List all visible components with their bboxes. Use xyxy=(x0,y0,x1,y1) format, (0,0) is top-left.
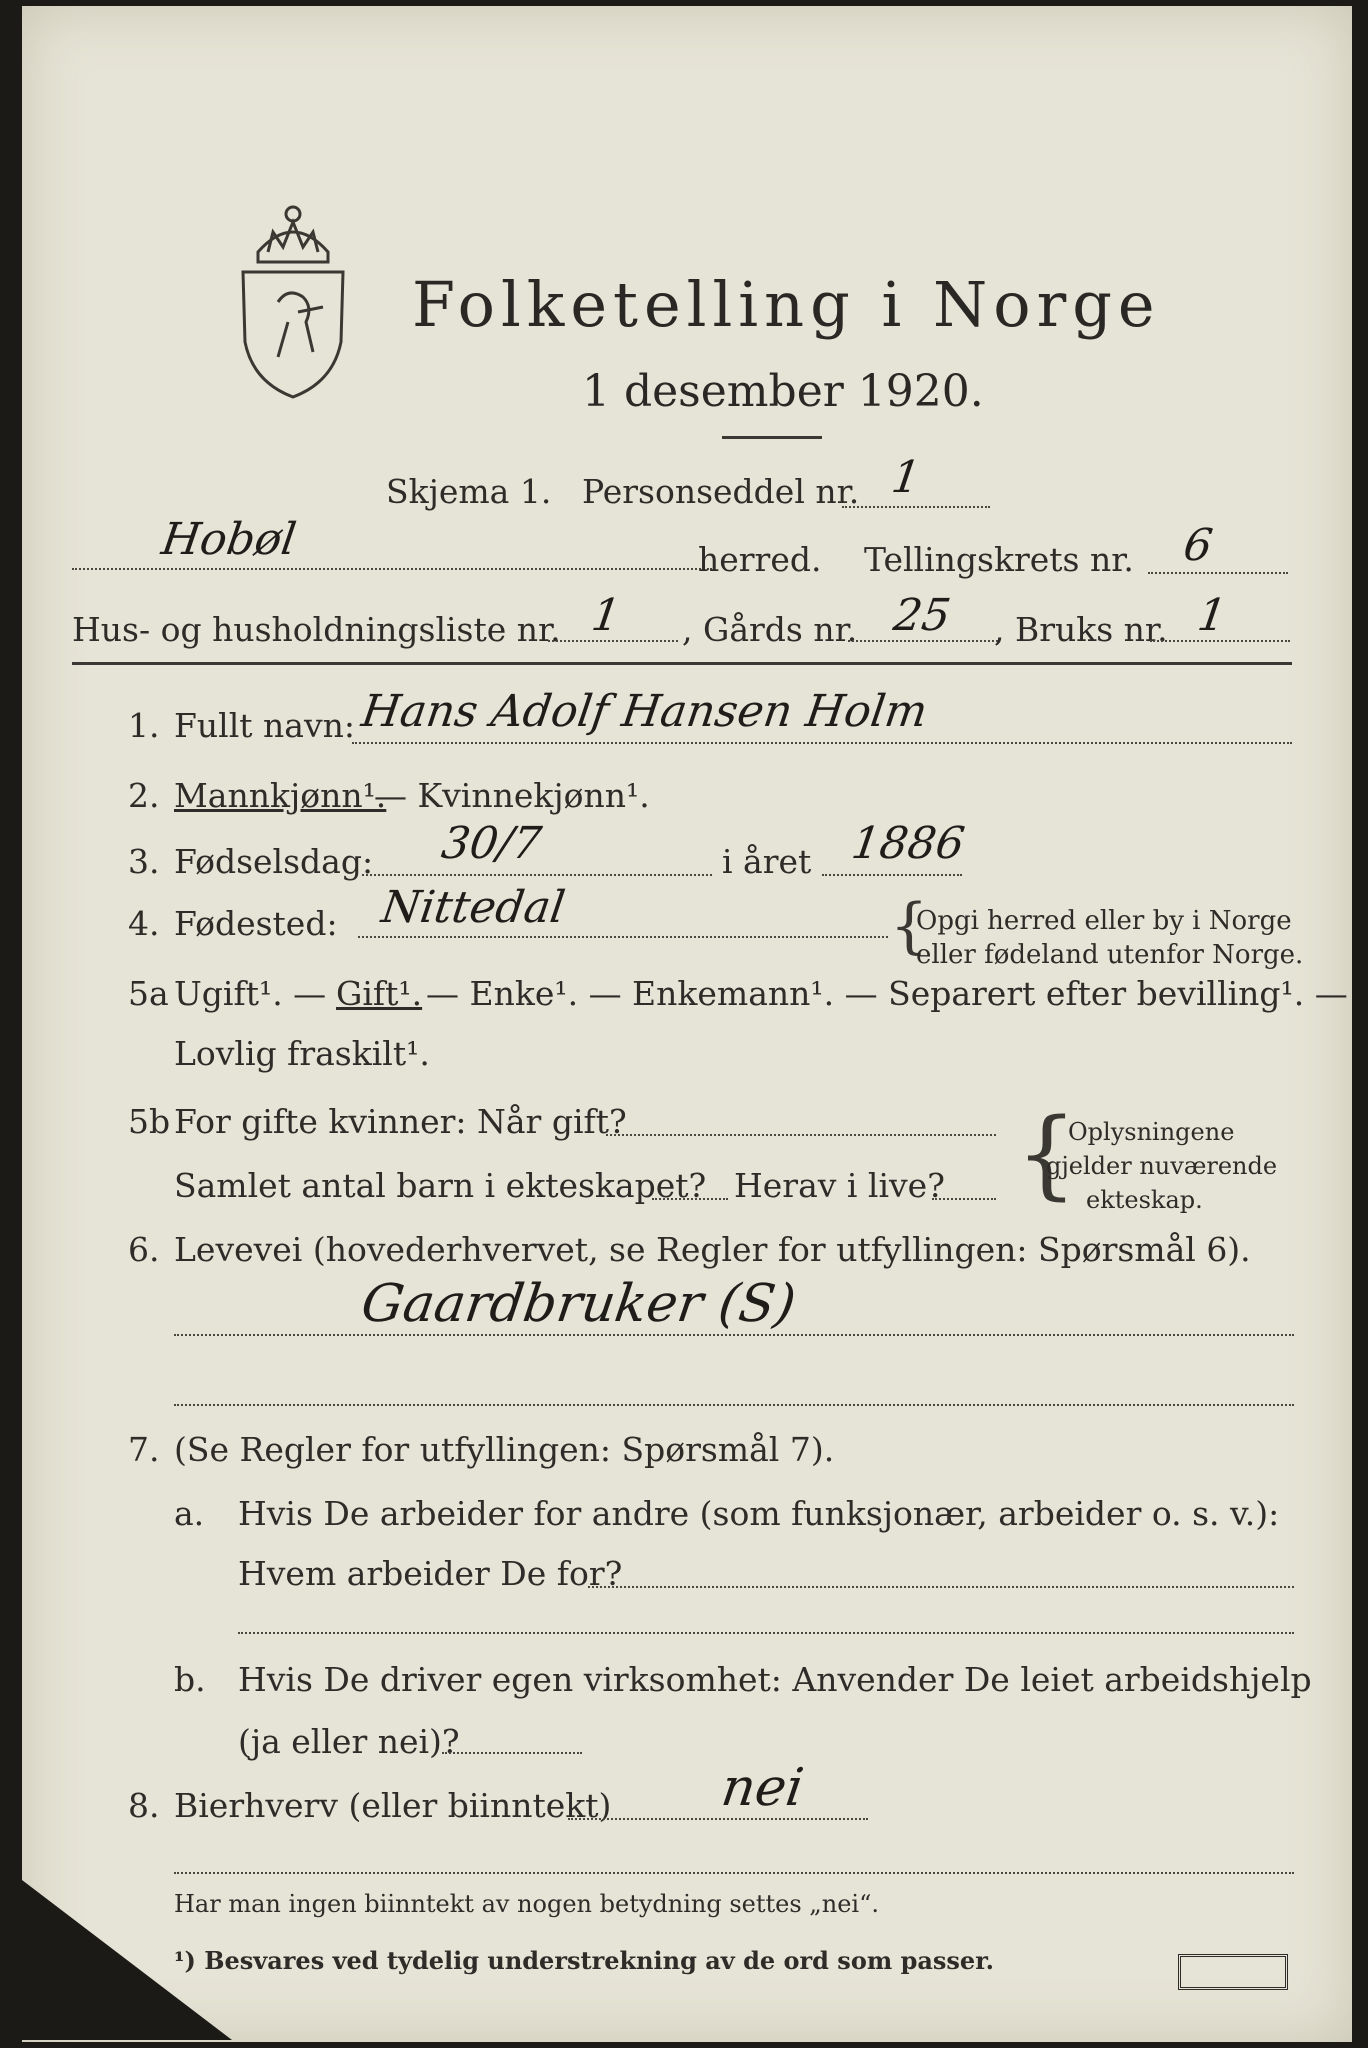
bruks-label: , Bruks nr. xyxy=(994,610,1168,649)
q1-name-value: Hans Adolf Hansen Holm xyxy=(358,686,931,737)
husliste-label: Hus- og husholdningsliste nr. xyxy=(72,610,561,649)
q5b-number: 5b xyxy=(128,1102,171,1141)
norway-coat-of-arms-icon xyxy=(228,192,358,402)
personseddel-line xyxy=(842,506,990,508)
q5b-brace: { xyxy=(1016,1098,1078,1210)
q3-year-line xyxy=(822,874,962,876)
q7b-letter: b. xyxy=(174,1660,206,1699)
q5a-fraskilt: Lovlig fraskilt¹. xyxy=(174,1034,430,1073)
q7a-line xyxy=(588,1586,1294,1588)
q8-number: 8. xyxy=(128,1786,160,1825)
q5b-note-1: Oplysningene xyxy=(1068,1118,1235,1146)
q5b-line xyxy=(606,1134,996,1136)
q4-note-1: Opgi herred eller by i Norge xyxy=(916,906,1292,936)
q4-line xyxy=(358,936,888,938)
q5a-other-options: — Enke¹. — Enkemann¹. — Separert efter bevilling¹. — xyxy=(426,974,1348,1013)
q8-line xyxy=(568,1818,868,1820)
q7a-label-2: Hvem arbeider De for? xyxy=(238,1554,623,1593)
personseddel-value: 1 xyxy=(888,452,924,503)
q1-label: Fullt navn: xyxy=(174,706,355,745)
q7a-letter: a. xyxy=(174,1494,205,1533)
torn-corner xyxy=(22,1880,232,2040)
skjema-label: Skjema 1. xyxy=(386,472,552,511)
personseddel-label: Personseddel nr. xyxy=(582,472,860,511)
husliste-line xyxy=(548,640,678,642)
bruks-value: 1 xyxy=(1194,590,1230,641)
q5b-label-2: Samlet antal barn i ekteskapet? xyxy=(174,1166,707,1205)
q8-line-2 xyxy=(174,1872,1294,1874)
herred-label: herred. xyxy=(698,540,822,579)
q7b-label: Hvis De driver egen virksomhet: Anvender De leiet arbeidshjelp xyxy=(238,1660,1312,1699)
q2-male-option: Mannkjønn¹. xyxy=(174,776,387,815)
gards-label: , Gårds nr. xyxy=(682,610,858,649)
q4-brace: { xyxy=(890,891,929,961)
q7-number: 7. xyxy=(128,1430,160,1469)
q7a-label: Hvis De arbeider for andre (som funksjonær, arbeider o. s. v.): xyxy=(238,1494,1280,1533)
q5a-number: 5a xyxy=(128,974,169,1013)
q5b-line-3 xyxy=(932,1198,996,1200)
q5a-ugift: Ugift¹. — xyxy=(174,974,327,1013)
q8-value: nei xyxy=(717,1758,808,1818)
q5b-herav: Herav i live? xyxy=(734,1166,945,1205)
herred-line xyxy=(72,568,712,570)
husliste-value: 1 xyxy=(588,590,624,641)
q5b-line-2 xyxy=(652,1198,728,1200)
q1-line xyxy=(352,742,1292,744)
q4-number: 4. xyxy=(128,904,160,943)
q7b-label-2: (ja eller nei)? xyxy=(238,1722,460,1761)
footer-note-2: ¹) Besvares ved tydelig understrekning av de ord som passer. xyxy=(174,1946,994,1975)
q1-number: 1. xyxy=(128,706,160,745)
q3-year-label: i året xyxy=(722,842,812,881)
printer-stamp xyxy=(1178,1954,1288,1990)
form-title: Folketelling i Norge xyxy=(412,268,1161,341)
gards-value: 25 xyxy=(890,590,954,641)
tellingskrets-line xyxy=(1148,572,1288,574)
q3-year-value: 1886 xyxy=(848,818,968,869)
q5a-gift: Gift¹. xyxy=(336,974,423,1013)
herred-value: Hobøl xyxy=(158,514,300,565)
tellingskrets-label: Tellingskrets nr. xyxy=(864,540,1134,579)
footer-note-1: Har man ingen biinntekt av nogen betydning settes „nei“. xyxy=(174,1890,879,1918)
census-form-sheet xyxy=(22,6,1352,2042)
q3-birthdate-value: 30/7 xyxy=(438,818,545,869)
q2-female-option: — Kvinnekjønn¹. xyxy=(374,776,650,815)
q7b-line xyxy=(442,1752,582,1754)
q3-number: 3. xyxy=(128,842,160,881)
q4-note-2: eller fødeland utenfor Norge. xyxy=(916,940,1304,970)
header-divider xyxy=(72,662,1292,665)
q7-label: (Se Regler for utfyllingen: Spørsmål 7). xyxy=(174,1430,835,1469)
q6-label: Levevei (hovederhvervet, se Regler for utfyllingen: Spørsmål 6). xyxy=(174,1230,1251,1269)
q4-label: Fødested: xyxy=(174,904,338,943)
tellingskrets-value: 6 xyxy=(1180,520,1216,571)
q6-occupation-value: Gaardbruker (S) xyxy=(357,1274,800,1334)
q6-line-2 xyxy=(174,1404,1294,1406)
title-divider xyxy=(722,436,822,439)
q4-birthplace-value: Nittedal xyxy=(378,882,569,933)
q5b-note-2: gjelder nuværende xyxy=(1046,1152,1278,1180)
gards-line xyxy=(848,640,998,642)
q2-number: 2. xyxy=(128,776,160,815)
bruks-line xyxy=(1150,640,1290,642)
q3-label: Fødselsdag: xyxy=(174,842,374,881)
q8-label: Bierhverv (eller biinntekt) xyxy=(174,1786,612,1825)
q6-number: 6. xyxy=(128,1230,160,1269)
q6-line xyxy=(174,1334,1294,1336)
form-date: 1 desember 1920. xyxy=(582,366,984,417)
q5b-label: For gifte kvinner: Når gift? xyxy=(174,1102,627,1141)
q3-line xyxy=(362,874,712,876)
q7a-line-2 xyxy=(238,1632,1294,1634)
q5b-note-3: ekteskap. xyxy=(1086,1186,1203,1214)
